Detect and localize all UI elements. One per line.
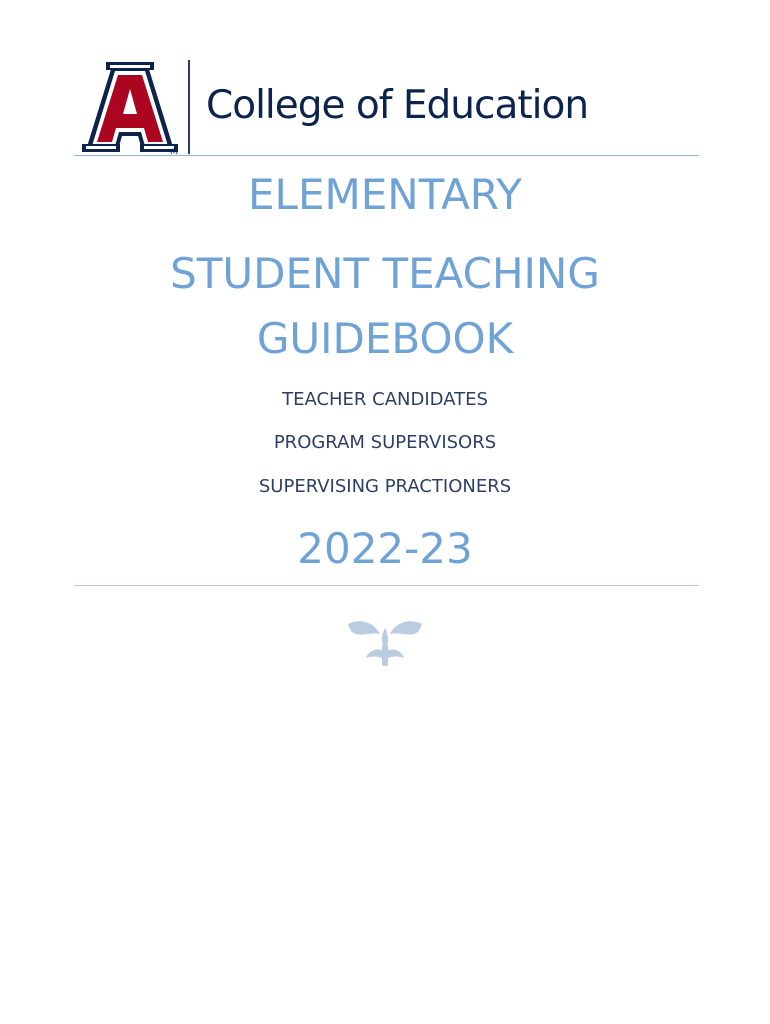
university-logo	[82, 62, 178, 154]
title-line-2: STUDENT TEACHING	[170, 249, 600, 298]
header	[74, 56, 699, 156]
header-divider	[188, 60, 190, 154]
fleuron-icon	[344, 614, 426, 670]
title-line-1: ELEMENTARY	[248, 170, 522, 219]
audience-supervising-practioners: SUPERVISING PRACTIONERS	[258, 476, 512, 497]
header-rule	[74, 155, 699, 156]
audience-program-supervisors: PROGRAM SUPERVISORS	[273, 432, 497, 453]
footer-rule	[74, 585, 699, 586]
title-line-3: GUIDEBOOK	[256, 314, 514, 363]
audience-teacher-candidates: TEACHER CANDIDATES	[282, 389, 488, 410]
svg-text:R: R	[172, 149, 176, 154]
academic-year: 2022-23	[297, 524, 473, 573]
college-name: College of Education	[206, 83, 589, 128]
